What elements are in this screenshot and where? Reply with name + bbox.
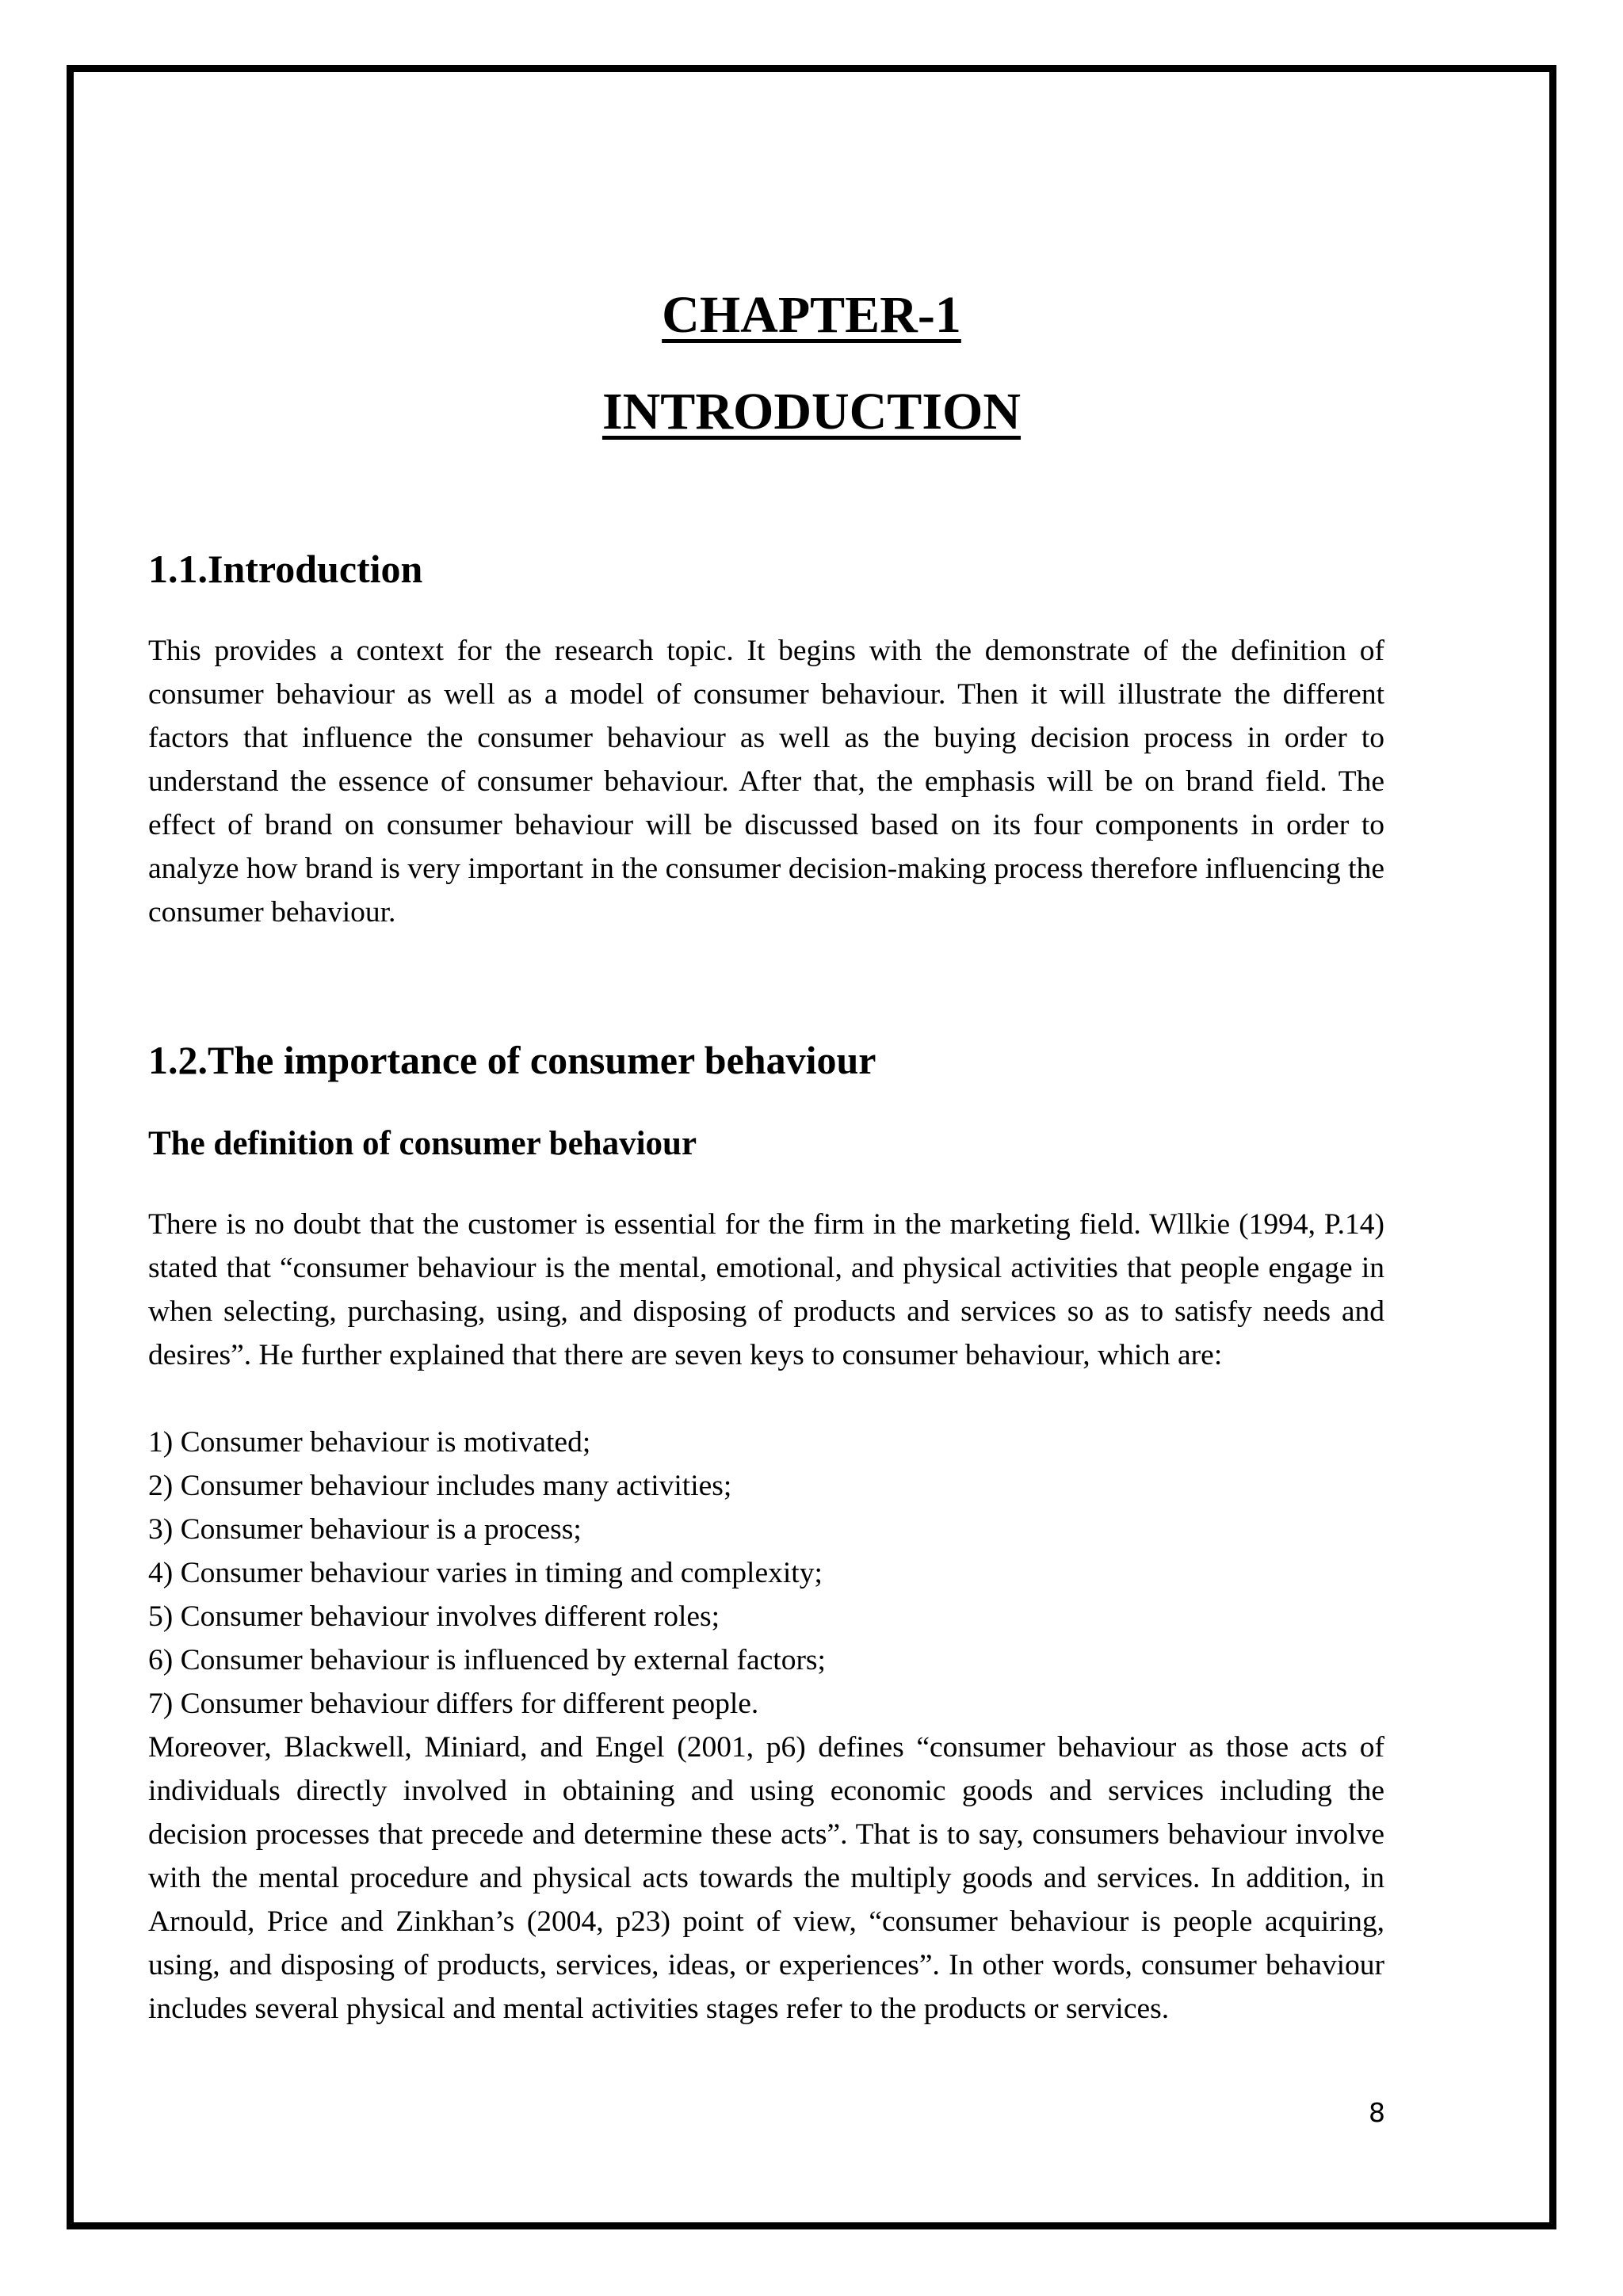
list-item: 1) Consumer behaviour is motivated; [148, 1426, 591, 1459]
seven-keys-list [148, 1421, 1384, 1726]
section-2-heading: 1.2.The importance of consumer behaviour [148, 1038, 876, 1082]
definition-subheading: The definition of consumer behaviour [148, 1125, 697, 1162]
chapter-title-text: INTRODUCTION [601, 383, 1022, 441]
list-item: 7) Consumer behaviour differs for different people. [148, 1688, 759, 1720]
chapter-number [0, 284, 1623, 346]
list-item: 5) Consumer behaviour involves different roles; [148, 1600, 720, 1633]
section-1-heading: 1.1.Introduction [148, 547, 423, 591]
page-number: 8 [1369, 2097, 1385, 2128]
blackwell-paragraph: Moreover, Blackwell, Miniard, and Engel (2001, p6) defines “consumer behaviour as those acts of individuals directly involved in obtaining and using economic goods and services including the decision processes that precede and determine these acts”. That is to say, consumers behaviour involve with the mental procedure and physical acts towards the multiply goods and services. In addition, in Arnould, Price and Zinkhan’s (2004, p23) point of view, “consumer behaviour is people acquiring, using, and disposing of products, services, ideas, or experiences”. In other words, consumer behaviour includes several physical and mental activities stages refer to the products or services. [148, 1731, 1384, 2025]
list-item: 2) Consumer behaviour includes many activities; [148, 1470, 732, 1502]
list-item: 6) Consumer behaviour is influenced by external factors; [148, 1644, 826, 1676]
definition-paragraph: There is no doubt that the customer is essential for the firm in the marketing field. Wllkie (1994, P.14) stated that “consumer behaviour is the mental, emotional, and physical activities that people engage in when selecting, purchasing, using, and disposing of products and services so as to satisfy needs and desires”. He further explained that there are seven keys to consumer behaviour, which are: [148, 1208, 1384, 1371]
list-item: 3) Consumer behaviour is a process; [148, 1513, 582, 1546]
chapter-number-text: CHAPTER-1 [662, 286, 961, 344]
section-1-paragraph: This provides a context for the research topic. It begins with the demonstrate of the definition of consumer behaviour as well as a model of consumer behaviour. Then it will illustrate the different factors that influence the consumer behaviour as well as the buying decision process in order to understand the essence of consumer behaviour. After that, the emphasis will be on brand field. The effect of brand on consumer behaviour will be discussed based on its four components in order to analyze how brand is very important in the consumer decision-making process therefore influencing the consumer behaviour. [148, 635, 1384, 929]
list-item: 4) Consumer behaviour varies in timing and complexity; [148, 1557, 823, 1589]
chapter-title [0, 380, 1623, 443]
